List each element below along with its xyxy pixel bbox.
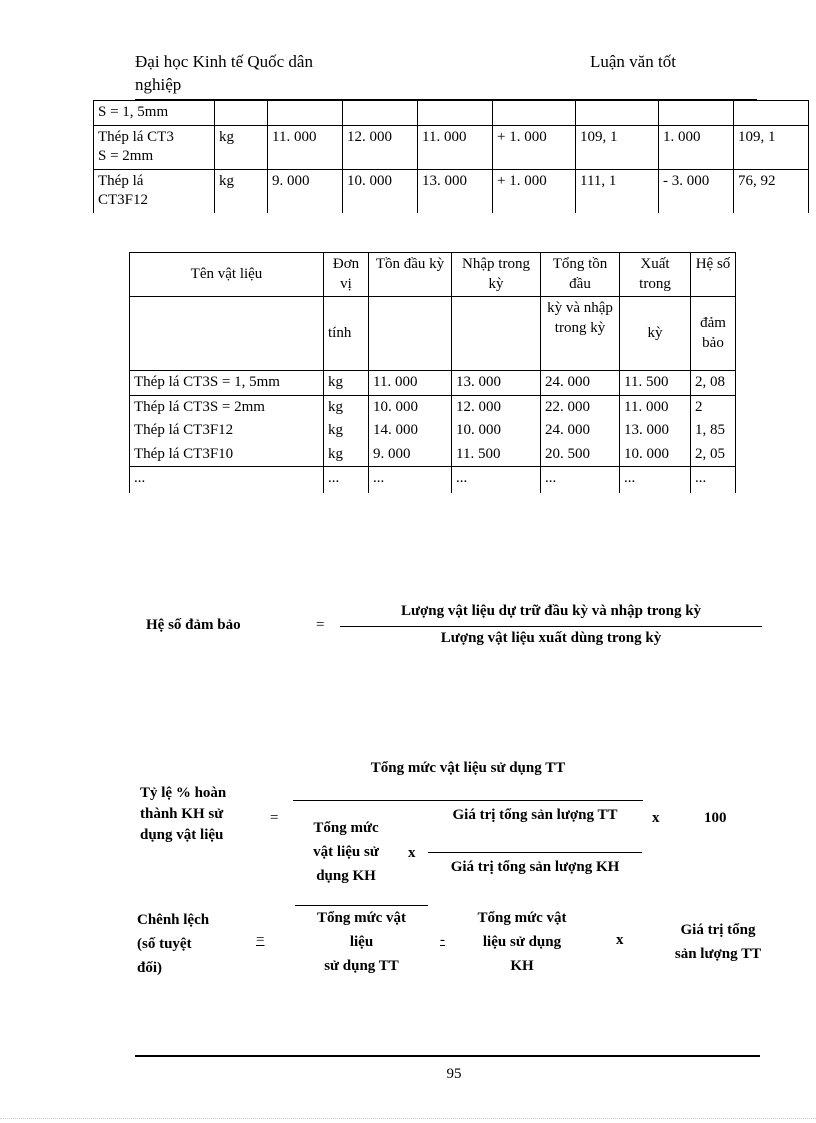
formula3-term-b: Tổng mức vật liệu sử dụng KH — [477, 910, 567, 974]
formula1-denominator: Lượng vật liệu xuất dùng trong kỳ — [440, 630, 662, 646]
formula2-equals: = — [270, 810, 279, 826]
formula2-hundred: 100 — [704, 810, 727, 826]
footer-rule — [135, 1055, 760, 1057]
fraction-line — [428, 852, 642, 853]
table-header-row: tính kỳ và nhập trong kỳ kỳ đảm bảo — [130, 297, 736, 371]
table-row: Thép lá CT3 S = 2mm kg 11. 000 12. 000 11. 000 + 1. 000 109, 1 1. 000 109, 1 — [94, 125, 809, 169]
formula2-den-a: Tổng mức vật liệu sử dụng KH — [313, 820, 379, 884]
formula2-den-b-num: Giá trị tổng sản lượng TT — [452, 807, 618, 823]
formula3-term-a: Tổng mức vật liệu sử dụng TT — [317, 910, 406, 974]
formula3-lhs: Chênh lệch (số tuyệt đối) — [137, 912, 210, 976]
formula3-times: x — [616, 932, 624, 948]
table-row: Thép lá CT3F12 kg 14. 000 10. 000 24. 000 13. 000 1, 85 — [130, 419, 736, 443]
formula1-lhs: Hệ số đảm bảo — [146, 617, 241, 633]
formula2-lhs: Tỷ lệ % hoàn thành KH sử dụng vật liệu — [140, 785, 227, 843]
formula2-numerator: Tổng mức vật liệu sử dụng TT — [370, 760, 566, 776]
formula1-equals: = — [316, 617, 325, 633]
formula2-den-b-den: Giá trị tổng sản lượng KH — [450, 859, 620, 875]
formula3-minus: - — [440, 932, 445, 948]
header-left-cont: nghiệp — [135, 75, 182, 94]
table-row: Thép lá CT3S = 2mm kg 10. 000 12. 000 22. 000 11. 000 2 — [130, 395, 736, 419]
formula2-times: x — [408, 845, 416, 861]
table-row: ... ... ... ... ... ... ... — [130, 467, 736, 493]
table-row: Thép lá CT3F12 kg 9. 000 10. 000 13. 000 + 1. 000 111, 1 - 3. 000 76, 92 — [94, 169, 809, 213]
table-row: Thép lá CT3F10 kg 9. 000 11. 500 20. 500 10. 000 2, 05 — [130, 443, 736, 467]
table-continued — [93, 100, 809, 213]
table-row: Thép lá CT3S = 1, 5mm kg 11. 000 13. 000 24. 000 11. 500 2, 08 — [130, 371, 736, 396]
table-header-row: Tên vật liệu Đơn vị Tồn đầu kỳ Nhập trong kỳ Tổng tồn đầu Xuất trong Hệ số — [130, 253, 736, 297]
material-coefficient-table — [129, 252, 736, 493]
fraction-line — [340, 626, 762, 627]
page-number: 95 — [446, 1066, 462, 1082]
formula2-times2: x — [652, 810, 660, 826]
header-left: Đại học Kinh tế Quốc dân — [135, 52, 313, 71]
formula3-equals: = — [256, 932, 265, 948]
fraction-line — [293, 800, 643, 801]
formula1-numerator: Lượng vật liệu dự trữ đầu kỳ và nhập trong kỳ — [400, 603, 702, 619]
formula3-term-c: Giá trị tổng sản lượng TT — [674, 922, 762, 962]
header-right: Luận văn tốt — [590, 52, 676, 71]
page-edge — [0, 1118, 816, 1119]
table-row: S = 1, 5mm — [94, 101, 809, 126]
